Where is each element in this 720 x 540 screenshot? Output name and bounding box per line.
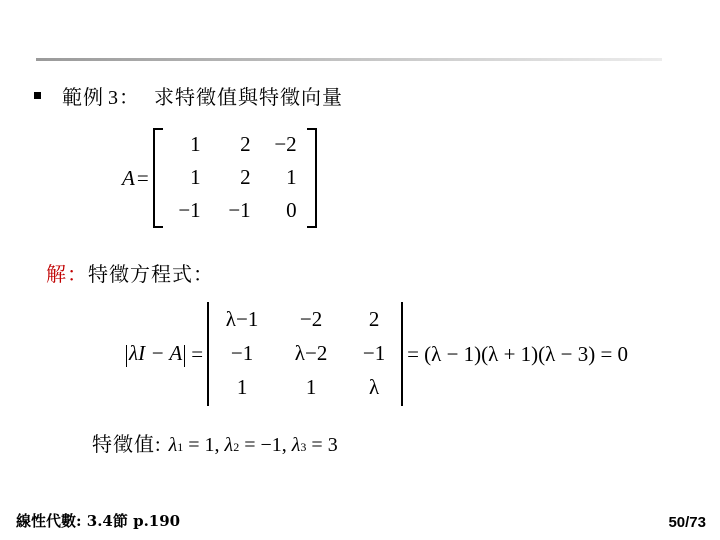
solution-label: 解： (46, 262, 88, 286)
determinant-right-bar (401, 302, 403, 406)
matrix-cell: −2 (274, 132, 297, 156)
determinant-lhs-text: λI − A (129, 341, 183, 366)
determinant-cell: λ−2 (294, 340, 328, 365)
matrix-grid (163, 128, 307, 228)
determinant-bars (207, 302, 403, 406)
determinant-cell: λ−1 (225, 306, 259, 331)
solution-text: 特徵方程式： (88, 262, 214, 286)
lambda-2-symbol: λ (224, 434, 234, 456)
lambda-3-subscript: 3 (300, 440, 307, 454)
matrix-cell: 0 (286, 198, 297, 222)
page-number: 50/73 (668, 514, 706, 531)
determinant-equals: = (191, 341, 204, 366)
title-divider-rule (36, 58, 662, 61)
matrix-cell: 1 (190, 132, 201, 156)
eigenvalues-line (92, 428, 338, 457)
determinant-lhs (124, 341, 187, 366)
right-bracket (307, 128, 317, 228)
lambda-1-symbol: λ (168, 434, 178, 456)
matrix-cell: 1 (190, 165, 201, 189)
example-heading (62, 81, 343, 110)
matrix-cell: 1 (286, 165, 297, 189)
lambda-2-subscript: 2 (233, 440, 240, 454)
lambda-2-value: = −1, (239, 434, 292, 456)
matrix-brackets (153, 128, 317, 228)
determinant-cell: 1 (236, 374, 248, 399)
footer-source: 線性代數: 3.4節 p.190 (16, 512, 181, 530)
matrix-cell: −1 (178, 198, 201, 222)
matrix-cell: 2 (240, 165, 251, 189)
determinant-cell: λ (368, 374, 380, 399)
matrix-equals: = (136, 165, 149, 190)
heading-colon: ： (119, 84, 140, 109)
square-bullet-icon (34, 92, 41, 99)
matrix-a-definition (122, 126, 317, 230)
lambda-3-symbol: λ (291, 434, 301, 456)
heading-example-number: 3 (108, 86, 119, 109)
determinant-rhs: = (λ − 1)(λ + 1)(λ − 3) = 0 (407, 341, 629, 366)
lambda-3-value: = 3 (306, 434, 338, 456)
heading-example-word: 範例 (62, 84, 104, 109)
heading-row (34, 82, 343, 108)
lambda-1-value: = 1, (183, 434, 225, 456)
lambda-1-subscript: 1 (177, 440, 184, 454)
determinant-cell: 1 (305, 374, 317, 399)
eigenvalues-label: 特徵值 (92, 434, 155, 456)
determinant-cell: −1 (230, 340, 254, 365)
matrix-cell: 2 (240, 132, 251, 156)
determinant-cell: 2 (368, 306, 380, 331)
heading-title: 求特徵值與特徵向量 (154, 84, 343, 109)
matrix-name: A (122, 165, 135, 190)
determinant-cell: −1 (362, 340, 386, 365)
left-bracket (153, 128, 163, 228)
determinant-cell: −2 (299, 306, 323, 331)
matrix-cell: −1 (228, 198, 251, 222)
solution-line (46, 258, 214, 287)
abs-bar-left (126, 345, 127, 367)
abs-bar-right (184, 345, 185, 367)
eigenvalues-colon: : (155, 434, 161, 456)
characteristic-equation (124, 300, 628, 408)
determinant-grid (209, 302, 401, 406)
